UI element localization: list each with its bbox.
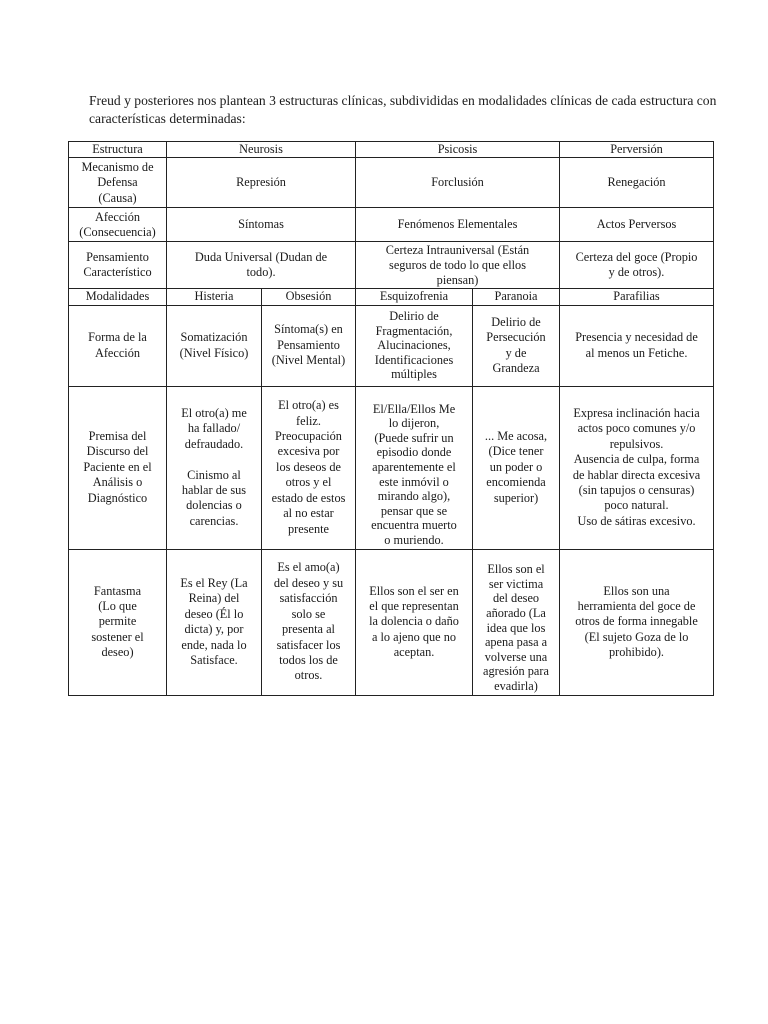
- clinical-structures-table: [68, 141, 714, 696]
- cell-mecanismo-psicosis: Forclusión: [356, 158, 560, 208]
- cell-fantasma-parafilias: Ellos son una herramienta del goce de otros de forma innegable (El sujeto Goza de lo prohibido).: [560, 549, 714, 695]
- cell-fantasma-esquizofrenia: Ellos son el ser en el que representan la dolencia o daño a lo ajeno que no aceptan.: [356, 549, 473, 695]
- cell-premisa-esquizofrenia: El/Ella/Ellos Me lo dijeron, (Puede sufrir un episodio donde aparentemente el este inmóvil o mirando algo), pensar que se encuentra muerto o muriendo.: [356, 386, 473, 549]
- table-row-premisa: [69, 386, 714, 549]
- table-row-modalidades: [69, 289, 714, 305]
- cell-fantasma-paranoia: Ellos son el ser victima del deseo añorado (La idea que los apena pasa a volverse una agresión para evadirla): [473, 549, 560, 695]
- table-header-row: [69, 142, 714, 158]
- cell-premisa-obsesion: El otro(a) es feliz. Preocupación excesiva por los deseos de otros y el estado de estos al no estar presente: [262, 386, 356, 549]
- row-label-pensamiento: Pensamiento Característico: [69, 242, 167, 289]
- cell-forma-obsesion: Síntoma(s) en Pensamiento (Nivel Mental): [262, 305, 356, 386]
- row-label-fantasma: Fantasma (Lo que permite sostener el deseo): [69, 549, 167, 695]
- cell-forma-esquizofrenia: Delirio de Fragmentación, Alucinaciones, Identificaciones múltiples: [356, 305, 473, 386]
- table-row-forma: [69, 305, 714, 386]
- table-row-fantasma: [69, 549, 714, 695]
- cell-afeccion-perversion: Actos Perversos: [560, 208, 714, 242]
- cell-premisa-paranoia: ... Me acosa, (Dice tener un poder o encomienda superior): [473, 386, 560, 549]
- table-row-afeccion: [69, 208, 714, 242]
- intro-paragraph: Freud y posteriores nos plantean 3 estructuras clínicas, subdivididas en modalidades clínicas de cada estructura con características determinadas:: [89, 93, 717, 126]
- cell-forma-histeria: Somatización (Nivel Físico): [167, 305, 262, 386]
- row-label-afeccion: Afección (Consecuencia): [69, 208, 167, 242]
- cell-afeccion-neurosis: Síntomas: [167, 208, 356, 242]
- header-perversion: Perversión: [560, 142, 714, 158]
- cell-forma-paranoia: Delirio de Persecución y de Grandeza: [473, 305, 560, 386]
- row-label-mecanismo: Mecanismo de Defensa (Causa): [69, 158, 167, 208]
- cell-forma-parafilias: Presencia y necesidad de al menos un Fetiche.: [560, 305, 714, 386]
- row-label-modalidades: Modalidades: [69, 289, 167, 305]
- row-label-forma: Forma de la Afección: [69, 305, 167, 386]
- cell-fantasma-histeria: Es el Rey (La Reina) del deseo (Él lo dicta) y, por ende, nada lo Satisface.: [167, 549, 262, 695]
- header-parafilias: Parafilias: [560, 289, 714, 305]
- cell-pensamiento-perversion: Certeza del goce (Propio y de otros).: [560, 242, 714, 289]
- cell-fantasma-obsesion: Es el amo(a) del deseo y su satisfacción solo se presenta al satisfacer los todos los de otros.: [262, 549, 356, 695]
- table-row-mecanismo: [69, 158, 714, 208]
- cell-mecanismo-neurosis: Represión: [167, 158, 356, 208]
- header-obsesion: Obsesión: [262, 289, 356, 305]
- cell-pensamiento-neurosis: Duda Universal (Dudan de todo).: [167, 242, 356, 289]
- row-label-premisa: Premisa del Discurso del Paciente en el Análisis o Diagnóstico: [69, 386, 167, 549]
- header-esquizofrenia: Esquizofrenia: [356, 289, 473, 305]
- cell-pensamiento-psicosis: Certeza Intrauniversal (Están seguros de todo lo que ellos piensan): [356, 242, 560, 289]
- cell-mecanismo-perversion: Renegación: [560, 158, 714, 208]
- table-row-pensamiento: [69, 242, 714, 289]
- header-neurosis: Neurosis: [167, 142, 356, 158]
- header-histeria: Histeria: [167, 289, 262, 305]
- header-psicosis: Psicosis: [356, 142, 560, 158]
- header-estructura: Estructura: [69, 142, 167, 158]
- cell-premisa-histeria: El otro(a) me ha fallado/ defraudado. Cinismo al hablar de sus dolencias o carencias.: [167, 386, 262, 549]
- cell-premisa-parafilias: Expresa inclinación hacia actos poco comunes y/o repulsivos. Ausencia de culpa, forma de hablar directa excesiva (sin tapujos o censuras) poco natural. Uso de sátiras excesivo.: [560, 386, 714, 549]
- cell-afeccion-psicosis: Fenómenos Elementales: [356, 208, 560, 242]
- header-paranoia: Paranoia: [473, 289, 560, 305]
